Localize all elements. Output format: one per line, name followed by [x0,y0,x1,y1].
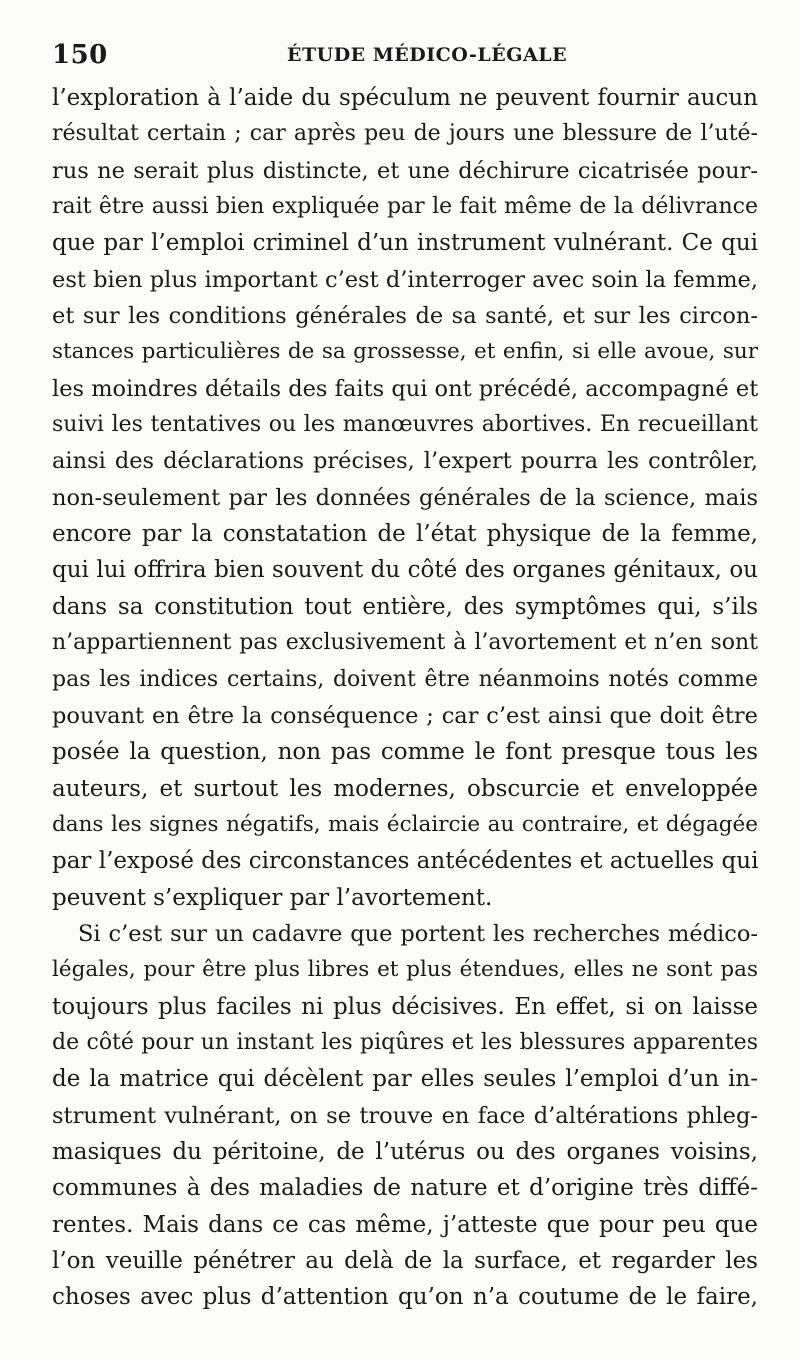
text-line: légales, pour être plus libres et plus étendues, elles ne sont pas [52,957,758,983]
text-line: auteurs, et surtout les modernes, obscurcie et enveloppée [52,775,758,802]
paragraph-end-line: peuvent s’expliquer par l’avortement. [52,884,493,911]
text-line: l’exploration à l’aide du spéculum ne peuvent fournir aucun [52,85,758,111]
text-line: n’appartiennent pas exclusivement à l’avortement et n’en sont [52,630,758,656]
text-line: pas les indices certains, doivent être néanmoins notés comme [52,666,758,692]
text-line: rentes. Mais dans ce cas même, j’atteste que pour peu que [52,1211,758,1238]
page-number: 150 [52,40,108,70]
text-line: de côté pour un instant les piqûres et les blessures apparentes [52,1029,758,1055]
paragraph-start-line: Si c’est sur un cadavre que portent les recherches médico- [78,920,758,947]
text-line: communes à des maladies de nature et d’origine très diffé- [52,1175,758,1202]
text-line: non-seulement par les données générales de la science, mais [52,484,758,511]
text-line: que par l’emploi criminel d’un instrument vulnérant. Ce qui [52,230,758,257]
text-line: par l’exposé des circonstances antécédentes et actuelles qui [52,848,759,875]
text-line: l’on veuille pénétrer au delà de la surface, et regarder les [52,1248,758,1274]
text-line: pouvant en être la conséquence ; car c’est ainsi que doit être [52,702,758,729]
text-line: de la matrice qui décèlent par elles seules l’emploi d’un in- [52,1066,758,1093]
text-line: strument vulnérant, on se trouve en face d’altérations phleg- [52,1102,758,1129]
text-line: toujours plus faciles ni plus décisives. En effet, si on laisse [52,993,758,1020]
text-line: dans sa constitution tout entière, des symptômes qui, s’ils [52,593,758,620]
text-line: choses avec plus d’attention qu’on n’a coutume de le faire, [52,1284,758,1311]
text-line: masiques du péritoine, de l’utérus ou des organes voisins, [52,1138,758,1165]
text-line: rait être aussi bien expliquée par le fait même de la délivrance [52,194,758,220]
running-head-title: ÉTUDE MÉDICO-LÉGALE [287,44,568,66]
text-line: encore par la constatation de l’état physique de la femme, [52,521,758,548]
text-line: ainsi des déclarations précises, l’expert pourra les contrôler, [52,448,758,475]
text-line: qui lui offrira bien souvent du côté des organes génitaux, ou [52,557,758,584]
text-line: est bien plus important c’est d’interroger avec soin la femme, [52,266,758,293]
text-line: stances particulières de sa grossesse, et enfin, si elle avoue, sur [52,339,758,365]
running-head [52,40,752,72]
text-line: suivi les tentatives ou les manœuvres abortives. En recueillant [52,412,758,438]
text-line: les moindres détails des faits qui ont précédé, accompagné et [52,375,759,402]
body-text [52,80,758,1316]
text-line: rus ne serait plus distincte, et une déchirure cicatrisée pour- [52,157,758,184]
text-line: et sur les conditions générales de sa santé, et sur les circon- [52,303,758,330]
text-line: résultat certain ; car après peu de jours une blessure de l’uté- [52,121,758,147]
text-line: dans les signes négatifs, mais éclaircie au contraire, et dégagée [52,811,758,837]
text-line: posée la question, non pas comme le font presque tous les [52,739,758,766]
